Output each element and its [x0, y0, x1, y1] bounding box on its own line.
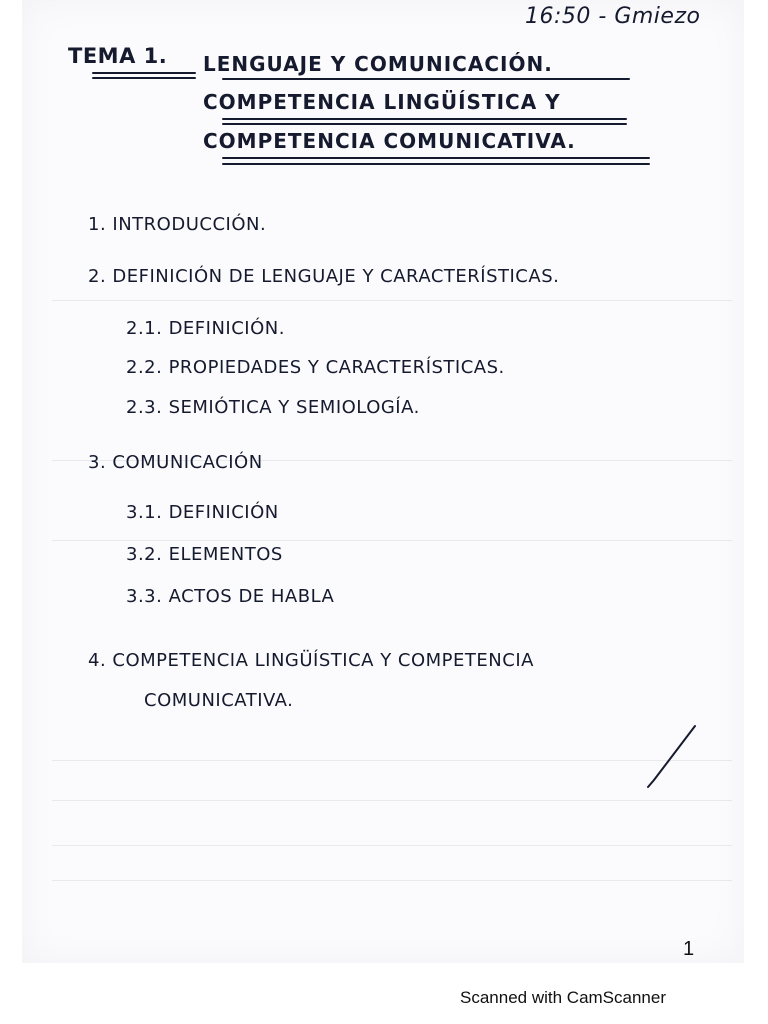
outline-item-continuation: COMUNICATIVA.	[144, 690, 294, 711]
tema-underline	[92, 72, 196, 74]
outline-subitem: 2.3. SEMIÓTICA Y SEMIOLOGÍA.	[126, 397, 420, 418]
title-line-2: COMPETENCIA LINGÜÍSTICA Y	[203, 90, 561, 114]
title-underline-2	[222, 118, 627, 120]
title-underline-2b	[222, 123, 627, 125]
outline-subitem: 2.2. PROPIEDADES Y CARACTERÍSTICAS.	[126, 357, 505, 378]
title-line-1: LENGUAJE Y COMUNICACIÓN.	[203, 52, 553, 76]
outline-subitem: 3.1. DEFINICIÓN	[126, 502, 279, 523]
time-note: 16:50 - Gmiezo	[525, 4, 701, 29]
title-line-3: COMPETENCIA COMUNICATIVA.	[203, 129, 576, 153]
outline-item: 4. COMPETENCIA LINGÜÍSTICA Y COMPETENCIA	[88, 650, 534, 671]
outline-item: 3. COMUNICACIÓN	[88, 452, 263, 473]
page-number: 1	[683, 938, 695, 960]
outline-subitem: 3.3. ACTOS DE HABLA	[126, 586, 335, 607]
outline-item: 1. INTRODUCCIÓN.	[88, 214, 267, 235]
tema-label: TEMA 1.	[68, 44, 168, 68]
outline-subitem: 2.1. DEFINICIÓN.	[126, 318, 285, 339]
title-underline-3b	[222, 163, 650, 165]
check-mark-icon	[640, 722, 700, 792]
outline-item: 2. DEFINICIÓN DE LENGUAJE Y CARACTERÍSTICAS.	[88, 266, 560, 287]
tema-underline-2	[92, 77, 196, 79]
scanner-watermark: Scanned with CamScanner	[460, 988, 667, 1007]
title-underline-3	[222, 157, 650, 159]
outline-subitem: 3.2. ELEMENTOS	[126, 544, 283, 565]
title-underline-1	[222, 78, 630, 80]
